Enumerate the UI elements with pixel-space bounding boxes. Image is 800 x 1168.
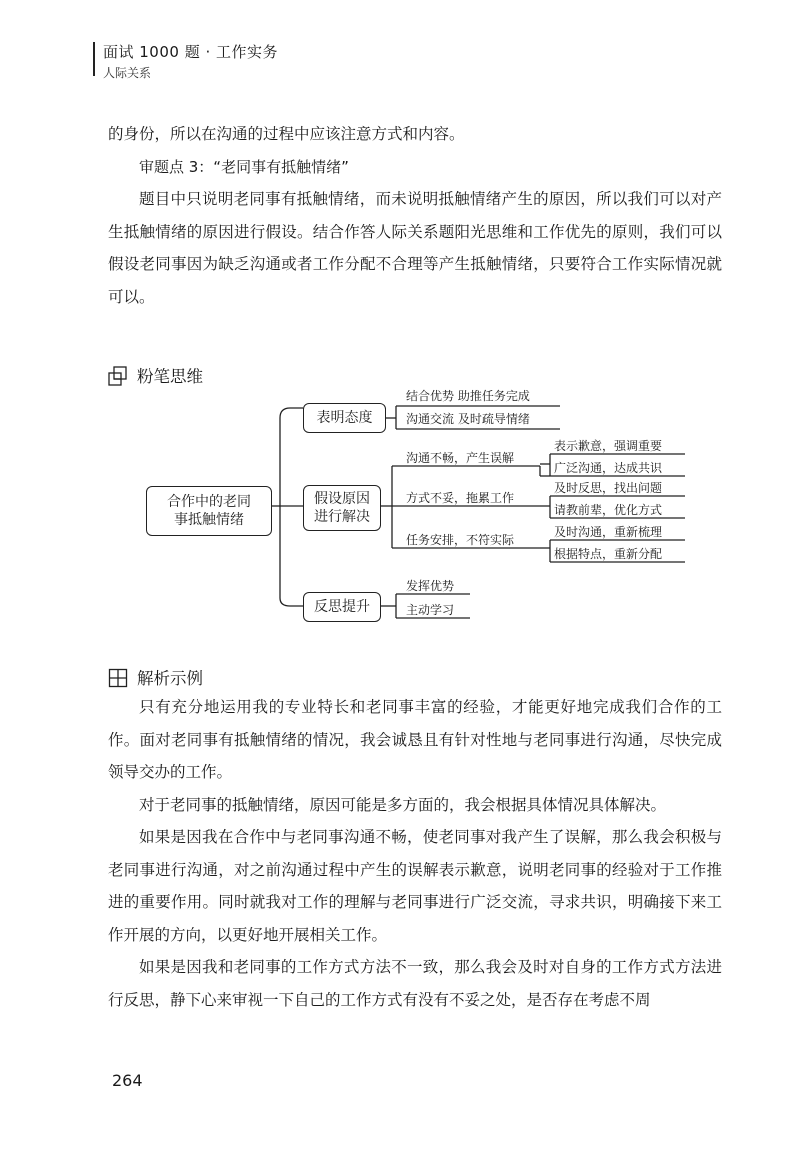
- intro-text: [108, 118, 722, 313]
- fix-broad-communication: 广泛沟通，达成共识: [554, 461, 663, 475]
- branch-attitude-label: 表明态度: [316, 410, 373, 426]
- fix-apologize: 表示歉意，强调重要: [554, 439, 663, 453]
- example-text: [108, 691, 722, 1016]
- fix-consult-seniors: 请教前辈，优化方式: [554, 503, 663, 517]
- cause-poor-communication: 沟通不畅，产生误解: [406, 451, 515, 465]
- example-paragraph-1: 只有充分地运用我的专业特长和老同事丰富的经验，才能更好地完成我们合作的工作。面对老同事有抵触情绪的情况，我会诚恳且有针对性地与老同事进行沟通，尽快完成领导交办的工作。: [108, 698, 722, 781]
- chapter-subtitle: 人际关系: [103, 66, 152, 80]
- intro-line1: 的身份，所以在沟通的过程中应该注意方式和内容。: [108, 125, 465, 143]
- cause-task-arrangement: 任务安排，不符实际: [406, 533, 515, 547]
- page-number: 264: [112, 1071, 143, 1090]
- branch-reflect-label: 反思提升: [314, 599, 370, 615]
- example-paragraph-3: 如果是因我在合作中与老同事沟通不畅，使老同事对我产生了误解，那么我会积极与老同事进行沟通，对之前沟通过程中产生的误解表示歉意，说明老同事的经验对于工作推进的重要作用。同时就我对工作的理解与老同事进行广泛交流，寻求共识，明确接下来工作开展的方向，以更好地开展相关工作。: [108, 828, 722, 944]
- mind-section-icon: [108, 366, 127, 385]
- book-title: 面试 1000 题 · 工作实务: [103, 43, 279, 61]
- section-mind-title: 粉笔思维: [137, 367, 203, 386]
- fix-timely-communication: 及时沟通，重新梳理: [554, 525, 663, 539]
- leaf-communicate: 沟通交流 及时疏导情绪: [406, 412, 530, 426]
- cause-improper-method: 方式不妥，拖累工作: [406, 491, 515, 505]
- fix-reflect: 及时反思，找出问题: [554, 481, 663, 495]
- root-label: 合作中的老同事抵触情绪: [167, 494, 251, 528]
- example-section-icon: [108, 668, 127, 687]
- example-paragraph-2: 对于老同事的抵触情绪，原因可能是多方面的，我会根据具体情况具体解决。: [139, 795, 667, 814]
- mind-map-root: [146, 486, 272, 536]
- mind-map: [140, 378, 700, 640]
- intro-paragraph: 题目中只说明老同事有抵触情绪，而未说明抵触情绪产生的原因，所以我们可以对产生抵触情绪的原因进行假设。结合作答人际关系题阳光思维和工作优先的原则，我们可以假设老同事因为缺乏沟通或者工作分配不合理等产生抵触情绪，只要符合工作实际情况就可以。: [108, 190, 722, 306]
- leaf-active-learning: 主动学习: [406, 603, 455, 617]
- example-paragraph-4: 如果是因我和老同事的工作方式方法不一致，那么我会及时对自身的工作方式方法进行反思，静下心来审视一下自己的工作方式有没有不妥之处，是否存在考虑不周: [108, 958, 722, 1009]
- section-example-title: 解析示例: [137, 669, 203, 688]
- branch-assume-label: 假设原因进行解决: [314, 491, 370, 525]
- leaf-combine-strengths: 结合优势 助推任务完成: [406, 389, 530, 403]
- branch-attitude: [303, 403, 386, 433]
- section-example-heading: [108, 665, 203, 689]
- review-point-3: 审题点 3：“老同事有抵触情绪”: [139, 157, 349, 176]
- branch-reflect-improve: [303, 592, 381, 622]
- fix-reallocate: 根据特点，重新分配: [554, 547, 663, 561]
- branch-assume-causes: [303, 485, 381, 531]
- header-rule: [93, 42, 95, 76]
- leaf-leverage-strengths: 发挥优势: [406, 579, 455, 593]
